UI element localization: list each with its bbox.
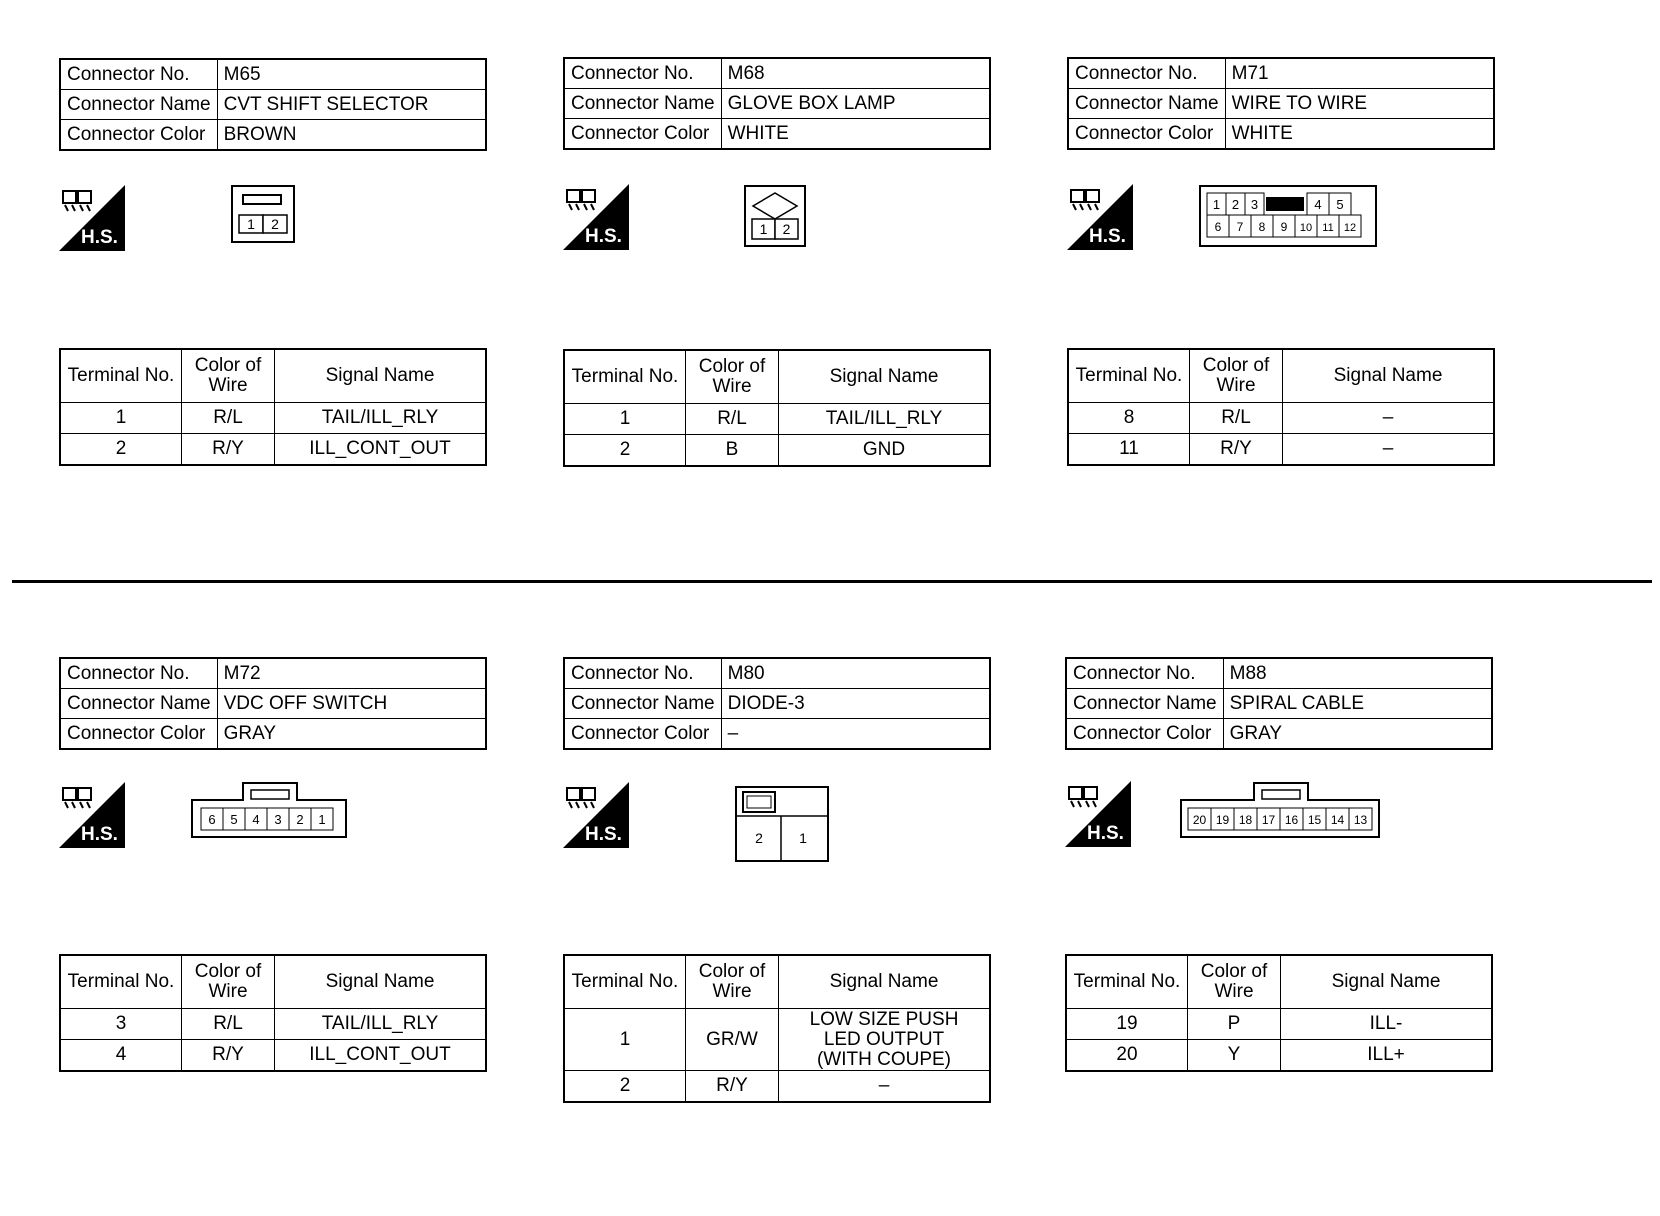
connector-m88 xyxy=(1065,657,1495,750)
pin-label: 16 xyxy=(1284,813,1299,827)
table-row: 1 R/L TAIL/ILL_RLY xyxy=(564,404,990,435)
table-row: 19 P ILL- xyxy=(1066,1009,1492,1040)
pin-label: 2 xyxy=(782,221,791,237)
connector-no-value: M65 xyxy=(217,59,486,90)
header-signal-name: Signal Name xyxy=(275,955,487,1009)
header-signal-name: Signal Name xyxy=(779,955,991,1009)
table-row: 2 B GND xyxy=(564,435,990,467)
hs-label: H.S. xyxy=(81,227,118,248)
pin-label: 1 xyxy=(799,830,807,846)
table-row: 1 R/L TAIL/ILL_RLY xyxy=(60,403,486,434)
pin-label: 6 xyxy=(208,812,216,827)
pin-label: 1 xyxy=(759,221,768,237)
header-color-of-wire: Color of Wire xyxy=(1190,349,1283,403)
label-connector-name: Connector Name xyxy=(60,90,217,120)
connector-info-table xyxy=(1067,57,1495,150)
harness-side-icon xyxy=(1067,184,1133,250)
pin-label: 2 xyxy=(271,216,279,232)
label-connector-no: Connector No. xyxy=(564,658,721,689)
connector-no-value: M68 xyxy=(721,58,990,89)
pin-label: 18 xyxy=(1238,813,1253,827)
terminal-table-m71 xyxy=(1067,348,1497,466)
pin-label: 2 xyxy=(1231,197,1240,212)
pin-label: 4 xyxy=(1314,197,1322,212)
connector-no-value: M88 xyxy=(1223,658,1492,689)
pin-label: 19 xyxy=(1215,813,1230,827)
connector-face-diagram xyxy=(1180,782,1380,838)
label-connector-color: Connector Color xyxy=(1068,119,1225,150)
harness-side-icon xyxy=(59,782,125,848)
header-color-of-wire: Color of Wire xyxy=(1188,955,1281,1009)
header-terminal-no: Terminal No. xyxy=(1068,349,1190,403)
connector-color-value: WHITE xyxy=(721,119,990,150)
harness-side-icon xyxy=(1065,781,1131,847)
table-row: 2 R/Y ILL_CONT_OUT xyxy=(60,434,486,466)
connector-color-value: – xyxy=(721,719,990,750)
terminal-table-m80 xyxy=(563,954,993,1103)
pin-label: 17 xyxy=(1261,813,1276,827)
pin-label: 1 xyxy=(318,812,326,827)
pin-label: 2 xyxy=(755,830,763,846)
connector-m80 xyxy=(563,657,993,750)
connector-info-table xyxy=(59,58,487,151)
connector-face-diagram xyxy=(191,782,347,838)
label-connector-color: Connector Color xyxy=(1066,719,1223,750)
connector-name-value: VDC OFF SWITCH xyxy=(217,689,486,719)
pin-label: 12 xyxy=(1343,222,1357,234)
connector-color-value: GRAY xyxy=(217,719,486,750)
harness-side-icon xyxy=(563,184,629,250)
header-signal-name: Signal Name xyxy=(275,349,487,403)
label-connector-no: Connector No. xyxy=(60,658,217,689)
header-signal-name: Signal Name xyxy=(1281,955,1493,1009)
hs-label: H.S. xyxy=(81,824,118,845)
label-connector-no: Connector No. xyxy=(564,58,721,89)
connector-face-diagram xyxy=(1199,185,1377,247)
connector-no-value: M72 xyxy=(217,658,486,689)
table-row: 1 GR/W LOW SIZE PUSH LED OUTPUT (WITH COUPE) xyxy=(564,1009,990,1071)
connector-face-diagram xyxy=(231,185,295,243)
pin-label: 14 xyxy=(1330,813,1345,827)
pin-label: 1 xyxy=(247,216,255,232)
header-terminal-no: Terminal No. xyxy=(60,349,182,403)
pin-label: 5 xyxy=(230,812,238,827)
pin-label: 9 xyxy=(1280,220,1288,234)
label-connector-no: Connector No. xyxy=(1068,58,1225,89)
connector-info-table xyxy=(563,657,991,750)
header-color-of-wire: Color of Wire xyxy=(182,349,275,403)
label-connector-color: Connector Color xyxy=(60,120,217,151)
pin-label: 3 xyxy=(274,812,282,827)
label-connector-name: Connector Name xyxy=(60,689,217,719)
pin-label: 10 xyxy=(1299,222,1313,234)
terminal-table xyxy=(59,954,487,1072)
section-divider xyxy=(12,580,1652,583)
header-signal-name: Signal Name xyxy=(1283,349,1495,403)
connector-name-value: CVT SHIFT SELECTOR xyxy=(217,90,486,120)
label-connector-name: Connector Name xyxy=(1066,689,1223,719)
terminal-table-m68 xyxy=(563,349,993,467)
pin-label: 15 xyxy=(1307,813,1322,827)
connector-m72 xyxy=(59,657,489,750)
label-connector-color: Connector Color xyxy=(564,719,721,750)
terminal-table xyxy=(1067,348,1495,466)
header-color-of-wire: Color of Wire xyxy=(182,955,275,1009)
label-connector-name: Connector Name xyxy=(564,89,721,119)
connector-name-value: WIRE TO WIRE xyxy=(1225,89,1494,119)
pin-label: 8 xyxy=(1258,220,1266,234)
connector-name-value: SPIRAL CABLE xyxy=(1223,689,1492,719)
harness-side-icon xyxy=(59,185,125,251)
table-row: 3 R/L TAIL/ILL_RLY xyxy=(60,1009,486,1040)
terminal-table-m72 xyxy=(59,954,489,1072)
connector-color-value: WHITE xyxy=(1225,119,1494,150)
connector-info-table xyxy=(59,657,487,750)
connector-face-diagram xyxy=(735,786,829,862)
label-connector-no: Connector No. xyxy=(1066,658,1223,689)
connector-no-value: M71 xyxy=(1225,58,1494,89)
hs-label: H.S. xyxy=(585,226,622,247)
terminal-table xyxy=(59,348,487,466)
pin-label: 20 xyxy=(1192,813,1207,827)
pin-label: 4 xyxy=(252,812,260,827)
connector-info-table xyxy=(563,57,991,150)
connector-color-value: GRAY xyxy=(1223,719,1492,750)
terminal-table xyxy=(1065,954,1493,1072)
connector-name-value: GLOVE BOX LAMP xyxy=(721,89,990,119)
table-row: 8 R/L – xyxy=(1068,403,1494,434)
header-signal-name: Signal Name xyxy=(779,350,991,404)
header-color-of-wire: Color of Wire xyxy=(686,350,779,404)
connector-color-value: BROWN xyxy=(217,120,486,151)
pin-label: 1 xyxy=(1212,197,1221,212)
header-terminal-no: Terminal No. xyxy=(564,955,686,1009)
label-connector-name: Connector Name xyxy=(564,689,721,719)
pin-label: 2 xyxy=(296,812,304,827)
label-connector-no: Connector No. xyxy=(60,59,217,90)
terminal-table xyxy=(563,349,991,467)
pin-label: 13 xyxy=(1353,813,1368,827)
table-row: 2 R/Y – xyxy=(564,1071,990,1103)
harness-side-icon xyxy=(563,782,629,848)
hs-label: H.S. xyxy=(1089,226,1126,247)
terminal-table-m65 xyxy=(59,348,489,466)
connector-face-diagram xyxy=(744,185,806,247)
pin-label: 11 xyxy=(1322,222,1334,234)
terminal-table-m88 xyxy=(1065,954,1495,1072)
header-terminal-no: Terminal No. xyxy=(1066,955,1188,1009)
header-terminal-no: Terminal No. xyxy=(564,350,686,404)
terminal-table xyxy=(563,954,991,1103)
table-row: 20 Y ILL+ xyxy=(1066,1040,1492,1072)
table-row: 11 R/Y – xyxy=(1068,434,1494,466)
hs-label: H.S. xyxy=(1087,823,1124,844)
label-connector-name: Connector Name xyxy=(1068,89,1225,119)
connector-no-value: M80 xyxy=(721,658,990,689)
connector-m65 xyxy=(59,58,489,151)
label-connector-color: Connector Color xyxy=(60,719,217,750)
connector-m68 xyxy=(563,57,993,150)
table-row: 4 R/Y ILL_CONT_OUT xyxy=(60,1040,486,1072)
pin-label: 5 xyxy=(1336,197,1344,212)
hs-label: H.S. xyxy=(585,824,622,845)
label-connector-color: Connector Color xyxy=(564,119,721,150)
pin-label: 7 xyxy=(1236,220,1244,234)
pin-label: 3 xyxy=(1250,197,1259,212)
pin-label: 6 xyxy=(1214,220,1222,234)
connector-info-table xyxy=(1065,657,1493,750)
header-color-of-wire: Color of Wire xyxy=(686,955,779,1009)
connector-m71 xyxy=(1067,57,1497,150)
connector-name-value: DIODE-3 xyxy=(721,689,990,719)
header-terminal-no: Terminal No. xyxy=(60,955,182,1009)
